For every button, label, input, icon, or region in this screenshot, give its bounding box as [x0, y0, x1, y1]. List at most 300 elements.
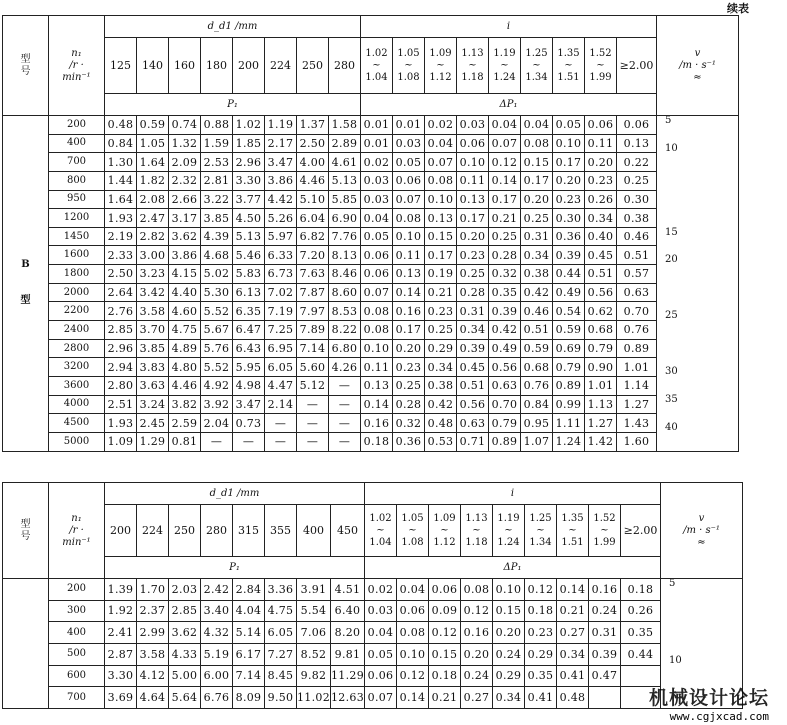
power-increment-cell: 0.53 [425, 432, 457, 451]
power-increment-cell: 0.23 [525, 622, 557, 644]
power-increment-cell: 0.05 [361, 227, 393, 246]
power-increment-cell: 0.15 [521, 153, 553, 172]
power-cell: 8.45 [265, 665, 297, 687]
power-cell: 2.85 [105, 321, 137, 340]
belt-type-cell [3, 579, 49, 709]
table-row [3, 414, 739, 433]
power-cell: 11.29 [331, 665, 365, 687]
power-cell: 5.76 [201, 339, 233, 358]
power-increment-cell: 0.34 [521, 246, 553, 265]
power-increment-cell: 0.21 [429, 687, 461, 709]
power-cell: 8.22 [329, 321, 361, 340]
power-increment-cell: 0.48 [425, 414, 457, 433]
power-cell: 3.83 [137, 358, 169, 377]
i-range-part: 1.99 [589, 71, 612, 83]
v-value [669, 631, 742, 657]
power-increment-cell: 0.06 [457, 134, 489, 153]
i-range-part: 1.25 [529, 512, 552, 524]
power-cell: 3.36 [265, 579, 297, 601]
power-increment-cell: 0.25 [425, 321, 457, 340]
power-increment-cell: 0.38 [425, 376, 457, 395]
v-value: 25 [665, 310, 678, 322]
power-increment-cell: 0.06 [429, 579, 461, 601]
power-increment-cell: 1.27 [585, 414, 617, 433]
power-increment-cell: 0.07 [361, 283, 393, 302]
power-increment-cell: 0.31 [457, 302, 489, 321]
power-increment-cell: 0.76 [521, 376, 553, 395]
power-cell: 5.02 [201, 265, 233, 284]
power-cell: 2.76 [105, 302, 137, 321]
power-cell: 5.52 [201, 302, 233, 321]
dp1-header: ΔP₁ [361, 94, 657, 116]
power-cell: 3.23 [137, 265, 169, 284]
power-cell: 0.81 [169, 432, 201, 451]
power-cell: 1.64 [105, 190, 137, 209]
type-header: 型 号 [3, 16, 49, 116]
power-cell: 5.13 [233, 227, 265, 246]
power-cell: 3.00 [137, 246, 169, 265]
power-cell: 5.52 [201, 358, 233, 377]
power-increment-cell: 0.25 [457, 265, 489, 284]
i-range-part: 1.52 [589, 47, 612, 59]
i-range-last: ≥2.00 [617, 38, 657, 94]
power-cell: 2.82 [137, 227, 169, 246]
power-cell: 2.14 [265, 395, 297, 414]
power-cell: 4.00 [297, 153, 329, 172]
power-increment-cell: 0.08 [397, 622, 429, 644]
power-cell: 4.75 [265, 600, 297, 622]
power-increment-cell: 0.11 [393, 246, 425, 265]
power-increment-cell: 0.38 [617, 209, 657, 228]
power-increment-cell: 0.89 [553, 376, 585, 395]
power-cell: 5.85 [329, 190, 361, 209]
power-increment-cell: 0.76 [617, 321, 657, 340]
table-row [3, 665, 743, 687]
power-increment-cell: 0.11 [457, 171, 489, 190]
power-increment-cell: 0.19 [425, 265, 457, 284]
i-range-part: 1.24 [497, 536, 520, 548]
speed-cell: 800 [49, 171, 105, 190]
power-cell: 3.92 [201, 395, 233, 414]
i-range [457, 38, 489, 94]
power-increment-cell: 0.42 [521, 283, 553, 302]
power-cell: 8.09 [233, 687, 265, 709]
power-increment-cell: 0.14 [557, 579, 589, 601]
power-cell: 0.48 [105, 116, 137, 135]
power-cell: 0.84 [105, 134, 137, 153]
speed-cell: 500 [49, 643, 105, 665]
i-header: i [361, 16, 657, 38]
power-cell: 2.03 [169, 579, 201, 601]
power-increment-cell: 0.23 [585, 171, 617, 190]
power-cell: 7.89 [297, 321, 329, 340]
power-cell: 5.26 [265, 209, 297, 228]
power-increment-cell: 0.41 [525, 687, 557, 709]
power-cell: 9.82 [297, 665, 331, 687]
power-increment-cell: 0.49 [553, 283, 585, 302]
power-cell: 2.94 [105, 358, 137, 377]
power-increment-cell: 0.69 [553, 339, 585, 358]
header-bar [0, 0, 787, 15]
power-cell: 1.19 [265, 116, 297, 135]
power-cell: 1.59 [201, 134, 233, 153]
speed-cell: 5000 [49, 432, 105, 451]
table-row [3, 283, 739, 302]
power-increment-cell: 0.12 [397, 665, 429, 687]
power-increment-cell: 0.04 [361, 209, 393, 228]
i-range [489, 38, 521, 94]
power-increment-cell: 0.31 [589, 622, 621, 644]
power-cell: 2.45 [137, 414, 169, 433]
power-increment-cell: 0.44 [621, 643, 661, 665]
power-increment-cell: 1.13 [585, 395, 617, 414]
power-cell: 1.39 [105, 579, 137, 601]
power-increment-cell: 0.10 [397, 643, 429, 665]
power-cell: 7.87 [297, 283, 329, 302]
power-cell: 1.58 [329, 116, 361, 135]
v-value [665, 200, 738, 228]
power-cell: 6.17 [233, 643, 265, 665]
i-range [493, 505, 525, 557]
power-cell: 2.09 [169, 153, 201, 172]
i-range-part: ~ [436, 59, 445, 71]
power-increment-cell: 0.63 [457, 414, 489, 433]
table-row [3, 579, 743, 601]
speed-cell: 700 [49, 153, 105, 172]
power-cell: 1.37 [297, 116, 329, 135]
speed-v-cell [657, 116, 739, 452]
power-increment-cell: 0.14 [361, 395, 393, 414]
i-range [393, 38, 425, 94]
power-increment-cell: 0.18 [361, 432, 393, 451]
power-increment-cell: 0.35 [525, 665, 557, 687]
power-increment-cell: 0.62 [585, 302, 617, 321]
i-range-part: ~ [568, 524, 577, 536]
power-cell: 2.19 [105, 227, 137, 246]
v-header: v /m · s⁻¹ ≈ [661, 483, 743, 579]
power-cell: — [329, 432, 361, 451]
power-cell: 7.76 [329, 227, 361, 246]
power-cell: 6.40 [331, 600, 365, 622]
power-increment-cell: 0.04 [397, 579, 429, 601]
table-row [3, 246, 739, 265]
power-cell: 6.35 [233, 302, 265, 321]
power-cell: 6.13 [233, 283, 265, 302]
power-cell: 7.14 [297, 339, 329, 358]
speed-cell: 1450 [49, 227, 105, 246]
power-cell: — [297, 395, 329, 414]
power-cell: 1.32 [169, 134, 201, 153]
power-increment-cell: 0.89 [489, 432, 521, 451]
power-increment-cell: 0.29 [425, 339, 457, 358]
speed-cell: 4000 [49, 395, 105, 414]
table-row [3, 643, 743, 665]
power-increment-cell: 0.17 [425, 246, 457, 265]
power-cell: 8.60 [329, 283, 361, 302]
power-increment-cell: 0.34 [557, 643, 589, 665]
power-increment-cell: 0.68 [585, 321, 617, 340]
power-increment-cell: 0.06 [361, 265, 393, 284]
power-increment-cell: 0.15 [429, 643, 461, 665]
power-increment-cell: 0.79 [553, 358, 585, 377]
power-cell: 6.82 [297, 227, 329, 246]
power-cell: 4.42 [265, 190, 297, 209]
power-cell: 1.70 [137, 579, 169, 601]
i-range-part: ~ [472, 524, 481, 536]
power-cell: 1.92 [105, 600, 137, 622]
v-value [669, 605, 742, 631]
power-increment-cell: 0.90 [585, 358, 617, 377]
power-increment-cell: 0.13 [361, 376, 393, 395]
power-cell: 4.46 [297, 171, 329, 190]
type-header: 型 号 [3, 483, 49, 579]
power-cell: 3.40 [201, 600, 233, 622]
power-cell: 4.47 [265, 376, 297, 395]
i-range [521, 38, 553, 94]
power-increment-cell: 0.20 [521, 190, 553, 209]
speed-cell: 3200 [49, 358, 105, 377]
power-cell: 2.53 [201, 153, 233, 172]
i-range-part: 1.08 [397, 71, 420, 83]
power-increment-cell: 0.16 [589, 579, 621, 601]
i-range [557, 505, 589, 557]
power-cell: 1.64 [137, 153, 169, 172]
power-cell: 6.04 [297, 209, 329, 228]
power-increment-cell: 0.39 [589, 643, 621, 665]
table-row [3, 153, 739, 172]
power-increment-cell: 0.27 [557, 622, 589, 644]
p1-header: P₁ [105, 94, 361, 116]
power-increment-cell: 0.39 [489, 302, 521, 321]
power-cell: 7.25 [265, 321, 297, 340]
power-increment-cell: 0.20 [457, 227, 489, 246]
power-increment-cell: 0.08 [361, 321, 393, 340]
power-increment-cell: 0.06 [365, 665, 397, 687]
power-cell: 3.62 [169, 622, 201, 644]
power-cell: 3.47 [265, 153, 297, 172]
v-value: 5 [665, 115, 672, 126]
power-cell: 8.53 [329, 302, 361, 321]
power-cell: 1.82 [137, 171, 169, 190]
power-increment-cell: 0.35 [489, 283, 521, 302]
power-cell: 3.58 [137, 302, 169, 321]
power-cell: 4.75 [169, 321, 201, 340]
power-cell: 4.61 [329, 153, 361, 172]
i-range-part: 1.19 [497, 512, 520, 524]
speed-cell: 1800 [49, 265, 105, 284]
power-increment-cell: 0.01 [393, 116, 425, 135]
speed-cell: 200 [49, 579, 105, 601]
power-increment-cell: 0.36 [553, 227, 585, 246]
i-range-part: 1.05 [401, 512, 424, 524]
power-cell: 3.30 [105, 665, 137, 687]
power-cell: 4.50 [233, 209, 265, 228]
power-cell: 5.64 [169, 687, 201, 709]
i-range-part: 1.18 [461, 71, 484, 83]
power-increment-cell: 0.24 [461, 665, 493, 687]
power-increment-cell: 0.41 [557, 665, 589, 687]
dd-value: 125 [105, 38, 137, 94]
table-row [3, 358, 739, 377]
power-cell: 4.60 [169, 302, 201, 321]
power-increment-cell: 0.16 [393, 302, 425, 321]
i-range-part: 1.35 [557, 47, 580, 59]
power-cell: 8.20 [331, 622, 365, 644]
power-increment-cell: 0.08 [461, 579, 493, 601]
power-cell: 5.14 [233, 622, 265, 644]
i-range-part: 1.08 [401, 536, 424, 548]
power-cell: 4.39 [201, 227, 233, 246]
power-increment-cell: 0.39 [553, 246, 585, 265]
power-cell: 2.37 [137, 600, 169, 622]
dd-value: 280 [201, 505, 233, 557]
power-cell: 3.47 [233, 395, 265, 414]
power-cell: 4.92 [201, 376, 233, 395]
v-value: 20 [665, 254, 678, 266]
power-cell: 6.76 [201, 687, 233, 709]
power-increment-cell: 0.14 [393, 283, 425, 302]
i-range-part: 1.02 [365, 47, 388, 59]
i-range-part: ~ [408, 524, 417, 536]
i-range-part: ~ [404, 59, 413, 71]
power-increment-cell: 0.08 [393, 209, 425, 228]
power-cell: 2.04 [201, 414, 233, 433]
power-increment-cell: 0.06 [617, 116, 657, 135]
power-increment-cell: 0.18 [621, 579, 661, 601]
power-increment-cell: 0.26 [621, 600, 661, 622]
power-cell: 4.80 [169, 358, 201, 377]
i-range-part: 1.51 [557, 71, 580, 83]
power-increment-cell: 0.39 [457, 339, 489, 358]
power-increment-cell: 0.20 [493, 622, 525, 644]
power-cell: 5.60 [297, 358, 329, 377]
power-increment-cell: 0.10 [361, 339, 393, 358]
power-increment-cell: 0.10 [393, 227, 425, 246]
power-cell: 0.88 [201, 116, 233, 135]
power-cell: 2.50 [105, 265, 137, 284]
table-row [3, 116, 739, 135]
power-cell: 5.67 [201, 321, 233, 340]
power-cell: 3.62 [169, 227, 201, 246]
power-increment-cell: 0.04 [425, 134, 457, 153]
power-cell: 6.00 [201, 665, 233, 687]
power-increment-cell: 0.31 [521, 227, 553, 246]
power-cell: 5.12 [297, 376, 329, 395]
power-increment-cell: 0.04 [365, 622, 397, 644]
table-row [3, 339, 739, 358]
power-increment-cell: 0.11 [585, 134, 617, 153]
power-cell: 2.33 [105, 246, 137, 265]
i-range [525, 505, 557, 557]
i-range-part: ~ [600, 524, 609, 536]
table-row [3, 190, 739, 209]
power-increment-cell: 0.23 [425, 302, 457, 321]
power-increment-cell: 0.05 [553, 116, 585, 135]
power-table-section-1 [2, 15, 739, 452]
power-increment-cell: 1.24 [553, 432, 585, 451]
power-increment-cell: 0.02 [425, 116, 457, 135]
power-cell: 2.47 [137, 209, 169, 228]
speed-cell: 300 [49, 600, 105, 622]
power-increment-cell: 0.17 [489, 190, 521, 209]
power-cell: — [233, 432, 265, 451]
power-cell: 2.32 [169, 171, 201, 190]
i-range-part: 1.19 [493, 47, 516, 59]
power-cell: 7.02 [265, 283, 297, 302]
n1-header: n₁ /r · min⁻¹ [49, 483, 105, 579]
power-increment-cell: 0.29 [493, 665, 525, 687]
i-range-part: ~ [500, 59, 509, 71]
v-value: 10 [665, 142, 678, 154]
i-range-part: 1.09 [429, 47, 452, 59]
i-range [361, 38, 393, 94]
speed-cell: 1600 [49, 246, 105, 265]
v-value [665, 339, 738, 367]
power-cell: 4.98 [233, 376, 265, 395]
i-range-part: 1.34 [529, 536, 552, 548]
power-increment-cell: 0.56 [457, 395, 489, 414]
power-cell: 5.83 [233, 265, 265, 284]
power-increment-cell: 1.43 [617, 414, 657, 433]
i-range-part: 1.12 [429, 71, 452, 83]
power-cell: 5.54 [297, 600, 331, 622]
power-cell: 3.17 [169, 209, 201, 228]
power-cell: 2.64 [105, 283, 137, 302]
power-cell: 6.73 [265, 265, 297, 284]
power-increment-cell: 0.12 [461, 600, 493, 622]
i-range-part: 1.24 [493, 71, 516, 83]
power-cell: 4.15 [169, 265, 201, 284]
power-increment-cell: 0.35 [621, 622, 661, 644]
power-increment-cell: 0.20 [553, 171, 585, 190]
speed-cell: 400 [49, 622, 105, 644]
speed-cell: 950 [49, 190, 105, 209]
i-range [553, 38, 585, 94]
power-cell: — [265, 414, 297, 433]
power-cell: 3.85 [201, 209, 233, 228]
speed-cell: 2800 [49, 339, 105, 358]
power-increment-cell: 0.36 [393, 432, 425, 451]
power-increment-cell: 0.24 [493, 643, 525, 665]
power-cell: 2.84 [233, 579, 265, 601]
power-increment-cell: 0.48 [557, 687, 589, 709]
power-cell: 1.30 [105, 153, 137, 172]
power-increment-cell: 0.30 [553, 209, 585, 228]
dd-value: 200 [105, 505, 137, 557]
dd-value: 315 [233, 505, 265, 557]
power-increment-cell: 0.06 [361, 246, 393, 265]
speed-cell: 2200 [49, 302, 105, 321]
power-increment-cell: 0.57 [617, 265, 657, 284]
power-increment-cell: 0.34 [425, 358, 457, 377]
power-cell: 1.93 [105, 414, 137, 433]
dd-value: 280 [329, 38, 361, 94]
power-increment-cell: 0.68 [521, 358, 553, 377]
dd-value: 224 [137, 505, 169, 557]
power-increment-cell: 0.03 [361, 171, 393, 190]
power-increment-cell: 1.42 [585, 432, 617, 451]
power-cell: 3.91 [297, 579, 331, 601]
power-increment-cell: 1.01 [617, 358, 657, 377]
i-range-part: 1.04 [365, 71, 388, 83]
power-increment-cell: 1.60 [617, 432, 657, 451]
power-increment-cell: 0.28 [457, 283, 489, 302]
i-range-part: ~ [504, 524, 513, 536]
i-header: i [365, 483, 661, 505]
i-range [365, 505, 397, 557]
i-range-part: ~ [376, 524, 385, 536]
power-increment-cell: 0.63 [617, 283, 657, 302]
